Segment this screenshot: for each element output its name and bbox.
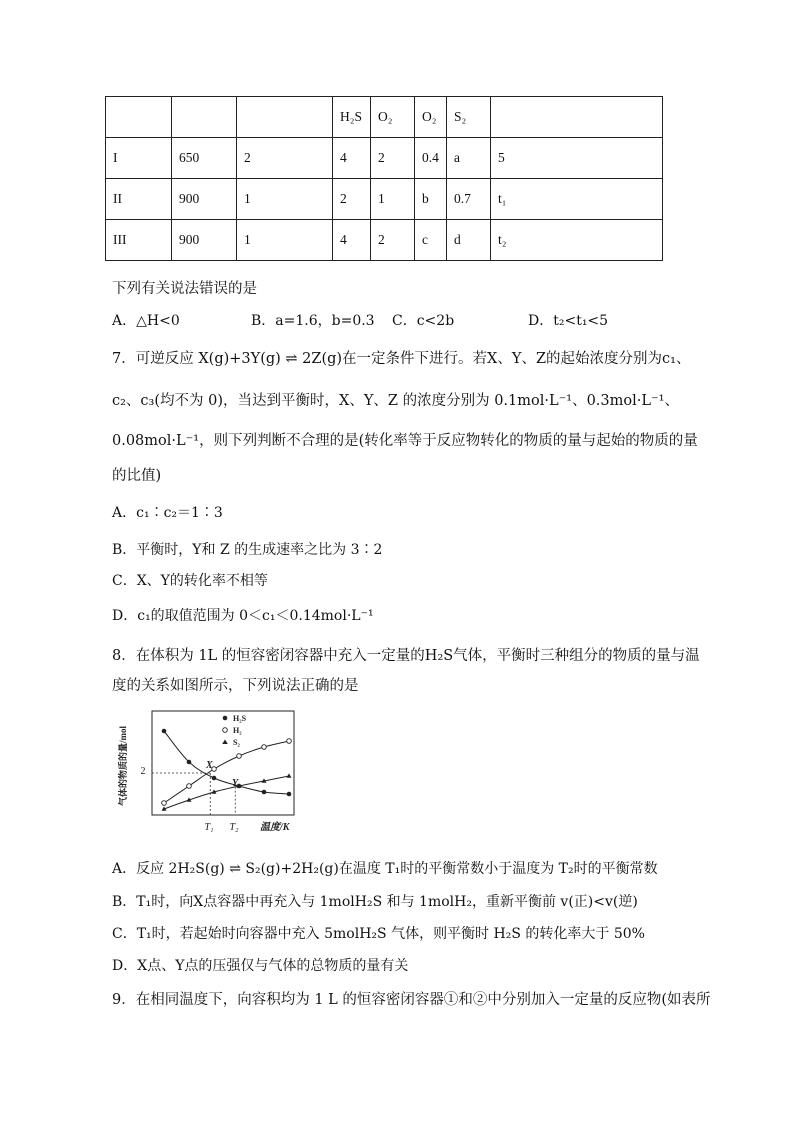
- q7-option-d: D．c₁的取值范围为 0＜c₁＜0.14mol·L⁻¹: [112, 608, 374, 624]
- chart-point-label-y: Y: [232, 778, 239, 789]
- chart-data-point: [212, 776, 217, 781]
- table-header-cell: H₂S: [333, 97, 371, 138]
- chart-y-axis-label: 气体的物质的量/mol: [118, 726, 128, 806]
- legend-marker-h2s: [223, 716, 228, 721]
- table-cell: II: [106, 179, 172, 220]
- q8-option-a: A．反应 2H₂S(g) ⇌ S₂(g)+2H₂(g)在温度 T₁时的平衡常数小于温度为 T₂时的平衡常数: [112, 861, 658, 877]
- table-row: [106, 179, 663, 220]
- legend-label: S₂: [233, 738, 240, 747]
- table-cell: a: [447, 138, 491, 179]
- data-table: [105, 96, 663, 261]
- table-cell: c: [415, 220, 447, 261]
- chart-data-point: [262, 745, 267, 750]
- table-row: [106, 220, 663, 261]
- table-cell: 900: [172, 220, 237, 261]
- table-cell: 1: [237, 220, 333, 261]
- q7-line-2: c₂、c₃(均不为 0)，当达到平衡时，X、Y、Z 的浓度分别为 0.1mol·L⁻¹、0.3mol·L⁻¹、: [112, 393, 679, 409]
- table-cell: t₁: [491, 179, 663, 220]
- table-cell: 4: [333, 138, 371, 179]
- q6-option-a: A．△H<0: [112, 313, 180, 329]
- table-cell: 0.4: [415, 138, 447, 179]
- legend-marker-h2: [223, 728, 228, 733]
- table-cell: 0.7: [447, 179, 491, 220]
- chart-data-point: [287, 773, 292, 777]
- legend-label: H₂: [233, 726, 242, 735]
- table-cell: t₂: [491, 220, 663, 261]
- q6-stem: 下列有关说法错误的是: [112, 281, 257, 297]
- q7-line-4: 的比值): [112, 468, 162, 484]
- chart-series-line: [164, 741, 289, 803]
- chart-data-point: [287, 739, 292, 744]
- table-cell: b: [415, 179, 447, 220]
- q8-option-c: C．T₁时，若起始时向容器中充入 5molH₂S 气体，则平衡时 H₂S 的转化率大于 50%: [112, 926, 645, 942]
- q8-option-b: B．T₁时，向X点容器中再充入与 1molH₂S 和与 1molH₂，重新平衡前 v(正)<v(逆): [112, 894, 638, 910]
- table-cell: 4: [333, 220, 371, 261]
- table-cell: 1: [237, 179, 333, 220]
- chart-x-tick-label: T₂: [229, 822, 239, 833]
- table-cell: d: [447, 220, 491, 261]
- q7-option-c: C．X、Y的转化率不相等: [112, 573, 268, 589]
- q6-option-b: B．a=1.6，b=0.3: [251, 313, 375, 329]
- chart-data-point: [187, 760, 192, 765]
- chart-data-point: [237, 754, 242, 759]
- table-cell: 650: [172, 138, 237, 179]
- q8-option-d: D．X点、Y点的压强仅与气体的总物质的量有关: [112, 958, 409, 974]
- table-header-row: [106, 97, 663, 138]
- chart-data-point: [187, 784, 192, 789]
- q7-line-1: 7．可逆反应 X(g)+3Y(g) ⇌ 2Z(g)在一定条件下进行。若X、Y、Z的起始浓度分别为c₁、: [112, 351, 691, 367]
- chart-data-point: [262, 790, 267, 795]
- table-header-cell: [491, 97, 663, 138]
- table-header-cell: [237, 97, 333, 138]
- q7-line-3: 0.08mol·L⁻¹，则下列判断不合理的是(转化率等于反应物转化的物质的量与起始的物质的量: [112, 433, 698, 449]
- legend-label: H₂S: [233, 714, 247, 723]
- q8-line-1: 8．在体积为 1L 的恒容密闭容器中充入一定量的H₂S气体，平衡时三种组分的物质的量与温: [112, 648, 700, 664]
- table-row: [106, 138, 663, 179]
- q7-option-a: A．c₁∶c₂＝1∶3: [112, 505, 223, 521]
- table-cell: 2: [371, 138, 415, 179]
- table-cell: 2: [333, 179, 371, 220]
- chart-x-axis-label: 温度/K: [260, 822, 290, 833]
- table-cell: I: [106, 138, 172, 179]
- table-header-cell: S₂: [447, 97, 491, 138]
- q9-line-1: 9．在相同温度下，向容积均为 1 L 的恒容密闭容器①和②中分别加入一定量的反应物(如表所: [112, 992, 711, 1008]
- table-header-cell: [172, 97, 237, 138]
- chart-plot-frame: [152, 711, 294, 815]
- chart-point-label-x: X: [206, 760, 213, 771]
- table-cell: III: [106, 220, 172, 261]
- q8-line-2: 度的关系如图所示，下列说法正确的是: [112, 678, 359, 694]
- table-cell: 1: [371, 179, 415, 220]
- q6-option-c: C．c<2b: [392, 313, 455, 329]
- equilibrium-chart: [112, 708, 312, 838]
- table-header-cell: [106, 97, 172, 138]
- table-header-cell: O₂: [371, 97, 415, 138]
- table-header-cell: O₂: [415, 97, 447, 138]
- chart-x-tick-label: T₁: [204, 822, 214, 833]
- legend-marker-s2: [222, 740, 228, 745]
- table-cell: 5: [491, 138, 663, 179]
- chart-data-point: [162, 729, 167, 734]
- table-cell: 2: [237, 138, 333, 179]
- q6-option-d: D．t₂<t₁<5: [528, 313, 609, 329]
- chart-data-point: [162, 801, 167, 806]
- q7-option-b: B．平衡时，Y和 Z 的生成速率之比为 3∶2: [112, 542, 383, 558]
- chart-y-tick-label: 2: [140, 766, 146, 777]
- chart-data-point: [287, 792, 292, 797]
- table-cell: 900: [172, 179, 237, 220]
- table-cell: 2: [371, 220, 415, 261]
